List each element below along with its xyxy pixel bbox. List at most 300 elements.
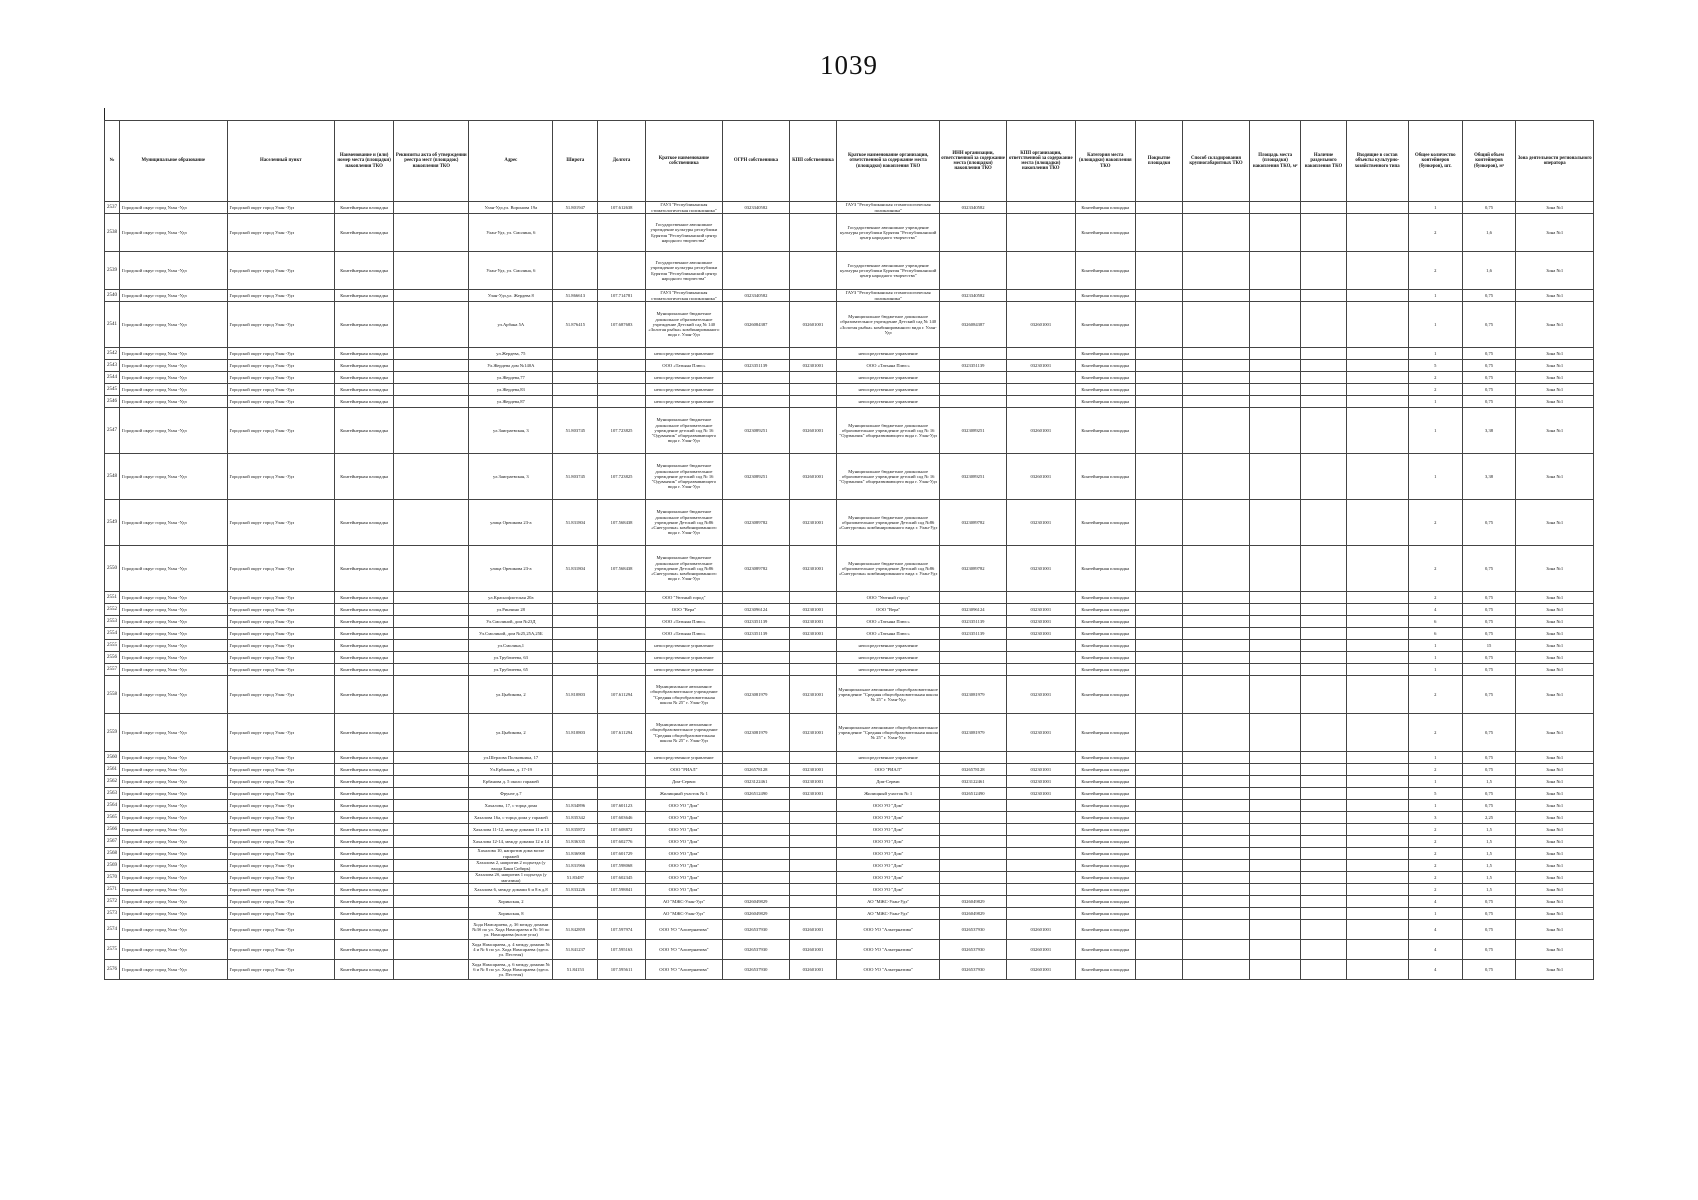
- table-cell: Зона №1: [1516, 812, 1594, 824]
- table-cell: [1346, 776, 1408, 788]
- table-cell: [940, 872, 1007, 884]
- column-header: Наличие раздельного накопления ТКО: [1301, 121, 1346, 202]
- table-cell: Муниципальное бюджетное дошкольное образовательное учреждение детский сад № 16 "Одуванчик" общеразвивающего вида г. Улан-Удэ: [837, 408, 940, 454]
- table-cell: ГАУЗ "Республиканская стоматологическая поликлиника": [645, 202, 722, 214]
- table-cell: [1301, 836, 1346, 848]
- table-cell: ООО УО "Альтернатива": [837, 920, 940, 940]
- table-cell: [789, 640, 836, 652]
- table-cell: Контейнерная площадка: [335, 302, 394, 348]
- table-cell: 0,75: [1462, 764, 1516, 776]
- table-cell: непосредственное управление: [645, 396, 722, 408]
- table-cell: [940, 372, 1007, 384]
- table-cell: Городской округ город Улан -Удэ: [120, 348, 228, 360]
- table-row: [105, 676, 1594, 714]
- table-row: [105, 500, 1594, 546]
- table-cell: [1301, 940, 1346, 960]
- table-cell: Городской округ город Улан -Удэ: [227, 290, 335, 302]
- table-cell: [1346, 872, 1408, 884]
- table-cell: 107.723825: [598, 454, 645, 500]
- table-cell: [1249, 714, 1301, 752]
- table-cell: 032601001: [1006, 302, 1075, 348]
- table-cell: Контейнерная площадка: [335, 500, 394, 546]
- table-cell: [1346, 752, 1408, 764]
- table-cell: Контейнерная площадка: [1075, 628, 1135, 640]
- table-cell: Контейнерная площадка: [335, 920, 394, 940]
- table-cell: Городской округ город Улан -Удэ: [227, 940, 335, 960]
- table-cell: Городской округ город Улан -Удэ: [227, 812, 335, 824]
- table-cell: [1346, 604, 1408, 616]
- table-cell: ООО «Татьяна Плюс»: [837, 628, 940, 640]
- table-row: [105, 812, 1594, 824]
- table-cell: Контейнерная площадка: [1075, 960, 1135, 980]
- table-cell: 0,75: [1462, 360, 1516, 372]
- table-cell: ул.Смолина,1: [469, 640, 553, 652]
- table-cell: [1249, 920, 1301, 940]
- table-cell: непосредственное управление: [645, 372, 722, 384]
- table-row: [105, 592, 1594, 604]
- table-row: [105, 776, 1594, 788]
- table-cell: Контейнерная площадка: [335, 454, 394, 500]
- table-cell: Муниципальное бюджетное дошкольное образовательное учреждение Детский сад №86 «Снегурочка» комбинированного вида г. Улан-Удэ: [837, 500, 940, 546]
- table-cell: [1183, 676, 1250, 714]
- table-cell: [394, 896, 469, 908]
- table-cell: [1135, 884, 1182, 896]
- table-cell: [1249, 348, 1301, 360]
- table-cell: 1: [1408, 408, 1462, 454]
- table-cell: [1346, 372, 1408, 384]
- table-cell: [1183, 664, 1250, 676]
- table-cell: Контейнерная площадка: [1075, 920, 1135, 940]
- table-cell: 51.835342: [553, 812, 598, 824]
- table-cell: 1,6: [1462, 252, 1516, 290]
- table-cell: ул.Арбана 5А: [469, 302, 553, 348]
- table-cell: [1249, 860, 1301, 872]
- table-body: [105, 202, 1594, 980]
- table-cell: ООО «Татьяна Плюс»: [645, 628, 722, 640]
- table-cell: [1006, 290, 1075, 302]
- table-cell: [1135, 860, 1182, 872]
- table-cell: [1301, 812, 1346, 824]
- table-cell: 0323089251: [940, 454, 1007, 500]
- table-cell: [1249, 592, 1301, 604]
- table-cell: [1346, 764, 1408, 776]
- table-cell: 0,75: [1462, 290, 1516, 302]
- table-cell: Контейнерная площадка: [1075, 652, 1135, 664]
- table-cell: 3,38: [1462, 408, 1516, 454]
- table-cell: Государственное автономное учреждение культуры республики Бурятия "Республиканский центр народного творчества": [837, 252, 940, 290]
- table-cell: Хода Намсараева, д. 6 между домами № 6 и № 8 по ул. Хода Намсараева (здесь ул. Пестеля): [469, 960, 553, 980]
- table-cell: [394, 252, 469, 290]
- table-cell: Контейнерная площадка: [335, 824, 394, 836]
- table-cell: Контейнерная площадка: [1075, 360, 1135, 372]
- table-cell: Зона №1: [1516, 652, 1594, 664]
- table-cell: [940, 848, 1007, 860]
- table-cell: [1301, 454, 1346, 500]
- table-cell: [553, 372, 598, 384]
- table-cell: [1006, 384, 1075, 396]
- table-cell: Городской округ город Улан -Удэ: [227, 628, 335, 640]
- table-cell: [1183, 652, 1250, 664]
- table-cell: Контейнерная площадка: [335, 616, 394, 628]
- table-cell: 0,75: [1462, 396, 1516, 408]
- table-cell: 0323340582: [940, 290, 1007, 302]
- table-cell: [1301, 384, 1346, 396]
- column-header: Адрес: [469, 121, 553, 202]
- table-cell: [1135, 752, 1182, 764]
- table-cell: [1249, 896, 1301, 908]
- table-cell: ООО УО "Дом": [645, 884, 722, 896]
- table-cell: 0323351139: [723, 616, 790, 628]
- table-cell: 1,5: [1462, 860, 1516, 872]
- table-cell: [598, 664, 645, 676]
- table-cell: 0326537930: [723, 940, 790, 960]
- table-cell: 0,75: [1462, 960, 1516, 980]
- table-cell: ул.Жердева, 75: [469, 348, 553, 360]
- table-cell: [1346, 408, 1408, 454]
- table-cell: Зона №1: [1516, 348, 1594, 360]
- table-cell: 032301001: [1006, 546, 1075, 592]
- table-cell: ул.Заиграевская, 3: [469, 454, 553, 500]
- table-cell: [789, 824, 836, 836]
- table-cell: 032301001: [1006, 676, 1075, 714]
- table-cell: [1135, 546, 1182, 592]
- table-cell: [553, 214, 598, 252]
- table-cell: [1249, 616, 1301, 628]
- table-cell: Улан-Удэ,ул. Воронова 19а: [469, 202, 553, 214]
- table-cell: Контейнерная площадка: [1075, 616, 1135, 628]
- table-cell: [553, 752, 598, 764]
- table-cell: [1346, 676, 1408, 714]
- table-cell: Городской округ город Улан -Удэ: [227, 800, 335, 812]
- table-cell: Городской округ город Улан -Удэ: [227, 836, 335, 848]
- table-cell: 0326049829: [940, 896, 1007, 908]
- table-cell: [940, 384, 1007, 396]
- table-cell: [394, 372, 469, 384]
- table-cell: Контейнерная площадка: [1075, 884, 1135, 896]
- table-cell: [1249, 628, 1301, 640]
- table-cell: [1301, 202, 1346, 214]
- table-cell: 1: [1408, 290, 1462, 302]
- table-cell: улица Орешкова 23-а: [469, 500, 553, 546]
- table-cell: Городской округ город Улан -Удэ: [227, 664, 335, 676]
- table-cell: [1249, 908, 1301, 920]
- table-cell: АО "МЖС-Улан-Удэ": [645, 896, 722, 908]
- table-cell: [940, 860, 1007, 872]
- table-cell: [598, 652, 645, 664]
- table-cell: 0,75: [1462, 628, 1516, 640]
- table-cell: [1135, 290, 1182, 302]
- table-cell: Муниципальное автономное общеобразовательное учреждение "Средняя общеобразовательная школа № 25" г. Улан-Удэ: [837, 676, 940, 714]
- table-cell: [1135, 604, 1182, 616]
- table-cell: непосредственное управление: [837, 384, 940, 396]
- table-cell: [1135, 776, 1182, 788]
- table-cell: [1135, 664, 1182, 676]
- table-cell: 107.687683: [598, 302, 645, 348]
- table-cell: ООО "Вера": [645, 604, 722, 616]
- table-cell: 107.598068: [598, 860, 645, 872]
- table-cell: 107.608872: [598, 824, 645, 836]
- table-cell: Контейнерная площадка: [335, 848, 394, 860]
- table-cell: Контейнерная площадка: [335, 408, 394, 454]
- table-cell: 107.568438: [598, 500, 645, 546]
- table-cell: 2549: [105, 500, 120, 546]
- table-cell: Контейнерная площадка: [335, 214, 394, 252]
- table-cell: Городской округ город Улан -Удэ: [227, 202, 335, 214]
- table-cell: Фрунзе д.7: [469, 788, 553, 800]
- table-cell: [1346, 592, 1408, 604]
- table-cell: 032601001: [1006, 408, 1075, 454]
- table-cell: 0323351139: [940, 360, 1007, 372]
- table-cell: [1301, 348, 1346, 360]
- table-cell: Городской округ город Улан -Удэ: [120, 848, 228, 860]
- table-cell: 0326049829: [723, 896, 790, 908]
- table-row: [105, 800, 1594, 812]
- table-cell: [394, 812, 469, 824]
- table-cell: Контейнерная площадка: [335, 776, 394, 788]
- table-cell: 032301001: [789, 788, 836, 800]
- table-cell: [553, 604, 598, 616]
- table-cell: Контейнерная площадка: [335, 546, 394, 592]
- table-cell: [598, 628, 645, 640]
- table-cell: 032301001: [789, 360, 836, 372]
- table-cell: Контейнерная площадка: [335, 396, 394, 408]
- table-cell: [1346, 348, 1408, 360]
- table-cell: ООО УО "Альтернатива": [837, 940, 940, 960]
- table-cell: [394, 920, 469, 940]
- table-cell: 0323096124: [723, 604, 790, 616]
- table-cell: Ербанова д. 5 около гаражей: [469, 776, 553, 788]
- table-cell: [789, 202, 836, 214]
- table-cell: Городской округ город Улан -Удэ: [120, 616, 228, 628]
- table-cell: 107.568438: [598, 546, 645, 592]
- table-cell: Зона №1: [1516, 872, 1594, 884]
- table-cell: [1346, 812, 1408, 824]
- table-cell: [1183, 290, 1250, 302]
- table-cell: Городской округ город Улан -Удэ: [120, 960, 228, 980]
- table-cell: 032301001: [1006, 714, 1075, 752]
- table-cell: 2550: [105, 546, 120, 592]
- table-cell: 107.603646: [598, 812, 645, 824]
- table-cell: 0323340582: [723, 202, 790, 214]
- table-cell: [1135, 812, 1182, 824]
- table-cell: ООО УО "Дом": [645, 872, 722, 884]
- table-cell: 2545: [105, 384, 120, 396]
- table-cell: 0323096124: [940, 604, 1007, 616]
- table-cell: [394, 454, 469, 500]
- table-cell: 0323089251: [723, 454, 790, 500]
- table-cell: 2555: [105, 640, 120, 652]
- table-cell: 1,5: [1462, 776, 1516, 788]
- table-cell: 2: [1408, 384, 1462, 396]
- table-cell: [1135, 372, 1182, 384]
- table-cell: [1183, 788, 1250, 800]
- table-cell: 0326049829: [940, 908, 1007, 920]
- table-cell: [1135, 676, 1182, 714]
- table-cell: [1301, 896, 1346, 908]
- table-cell: Городской округ город Улан -Удэ: [120, 214, 228, 252]
- table-cell: ООО УО "Альтернатива": [645, 960, 722, 980]
- table-cell: ООО «Татьяна Плюс»: [837, 360, 940, 372]
- table-cell: Хода Намсараева, д. 3б между домами №3б по ул. Хода Намсараева и № 5б по ул. Намсараева (возле угла): [469, 920, 553, 940]
- table-cell: 032301001: [1006, 616, 1075, 628]
- table-cell: [723, 348, 790, 360]
- table-cell: 1: [1408, 752, 1462, 764]
- table-cell: [1301, 640, 1346, 652]
- table-cell: 51.84153: [553, 960, 598, 980]
- column-header: Долгота: [598, 121, 645, 202]
- table-cell: [394, 884, 469, 896]
- table-cell: [1249, 764, 1301, 776]
- table-cell: [1249, 372, 1301, 384]
- table-cell: Контейнерная площадка: [1075, 202, 1135, 214]
- table-cell: Контейнерная площадка: [335, 764, 394, 776]
- table-cell: [723, 652, 790, 664]
- table-cell: [1006, 252, 1075, 290]
- table-cell: [1006, 800, 1075, 812]
- table-cell: Зона №1: [1516, 604, 1594, 616]
- table-cell: 107.597974: [598, 920, 645, 940]
- table-cell: [1183, 752, 1250, 764]
- table-cell: Городской округ город Улан -Удэ: [120, 396, 228, 408]
- table-cell: [598, 752, 645, 764]
- table-cell: ГАУЗ "Республиканская стоматологическая поликлиника": [645, 290, 722, 302]
- table-cell: 5: [1408, 360, 1462, 372]
- table-cell: непосредственное управление: [645, 384, 722, 396]
- table-cell: ООО УО "Альтернатива": [645, 920, 722, 940]
- table-cell: [394, 302, 469, 348]
- table-cell: Зона №1: [1516, 302, 1594, 348]
- table-cell: [598, 360, 645, 372]
- table-cell: 0326537930: [723, 920, 790, 940]
- table-cell: Зона №1: [1516, 908, 1594, 920]
- table-cell: [789, 290, 836, 302]
- table-cell: Зона №1: [1516, 628, 1594, 640]
- table-cell: 2: [1408, 824, 1462, 836]
- table-cell: Городской округ город Улан -Удэ: [120, 776, 228, 788]
- table-cell: [1301, 546, 1346, 592]
- table-cell: 0,75: [1462, 500, 1516, 546]
- table-cell: [1135, 408, 1182, 454]
- table-cell: Городской округ город Улан -Удэ: [120, 592, 228, 604]
- table-cell: Зона №1: [1516, 884, 1594, 896]
- table-cell: [1249, 664, 1301, 676]
- table-cell: Ул.Жердева дом №140А: [469, 360, 553, 372]
- table-cell: [1006, 896, 1075, 908]
- table-cell: [789, 664, 836, 676]
- table-cell: Контейнерная площадка: [1075, 372, 1135, 384]
- table-cell: 4: [1408, 960, 1462, 980]
- table-cell: [394, 214, 469, 252]
- table-cell: Контейнерная площадка: [1075, 872, 1135, 884]
- table-cell: Контейнерная площадка: [1075, 848, 1135, 860]
- table-cell: 1: [1408, 202, 1462, 214]
- table-cell: Государственное автономное учреждение культуры республики Бурятия "Республиканский центр народного творчества": [837, 214, 940, 252]
- table-cell: 032601001: [1006, 454, 1075, 500]
- table-cell: 2542: [105, 348, 120, 360]
- table-cell: 0323089782: [940, 500, 1007, 546]
- table-cell: Городской округ город Улан -Удэ: [227, 860, 335, 872]
- table-cell: Улан-Удэ, ул. Смолина, 6: [469, 214, 553, 252]
- table-cell: [1249, 202, 1301, 214]
- table-cell: [1301, 884, 1346, 896]
- table-cell: 0,75: [1462, 616, 1516, 628]
- table-cell: 2548: [105, 454, 120, 500]
- table-cell: Зона №1: [1516, 384, 1594, 396]
- table-cell: Городской округ город Улан -Удэ: [227, 788, 335, 800]
- table-cell: Городской округ город Улан -Удэ: [120, 788, 228, 800]
- table-cell: [1249, 872, 1301, 884]
- table-cell: 2569: [105, 860, 120, 872]
- table-cell: 2562: [105, 776, 120, 788]
- table-cell: [1301, 408, 1346, 454]
- table-cell: Контейнерная площадка: [1075, 396, 1135, 408]
- table-cell: Городской округ город Улан -Удэ: [227, 640, 335, 652]
- table-cell: [723, 396, 790, 408]
- table-cell: [940, 836, 1007, 848]
- table-cell: [1301, 592, 1346, 604]
- table-cell: [598, 604, 645, 616]
- table-cell: Городской округ город Улан -Удэ: [227, 908, 335, 920]
- table-cell: Дом-Сервис: [837, 776, 940, 788]
- table-cell: Зона №1: [1516, 940, 1594, 960]
- table-cell: [1301, 302, 1346, 348]
- table-cell: Контейнерная площадка: [335, 652, 394, 664]
- table-cell: 51.810803: [553, 714, 598, 752]
- table-cell: 2539: [105, 252, 120, 290]
- table-cell: ул.Шерлова Полковника, 17: [469, 752, 553, 764]
- table-cell: [723, 252, 790, 290]
- table-cell: [1006, 752, 1075, 764]
- table-cell: [1346, 908, 1408, 920]
- table-cell: ООО УО "Дом": [645, 836, 722, 848]
- table-cell: [553, 764, 598, 776]
- table-cell: [1346, 848, 1408, 860]
- table-cell: ООО УО "Дом": [837, 800, 940, 812]
- table-cell: 0,75: [1462, 752, 1516, 764]
- table-cell: [789, 652, 836, 664]
- table-cell: Контейнерная площадка: [335, 908, 394, 920]
- table-row: [105, 454, 1594, 500]
- table-cell: Контейнерная площадка: [335, 860, 394, 872]
- table-cell: Контейнерная площадка: [1075, 800, 1135, 812]
- table-cell: 51.836908: [553, 848, 598, 860]
- table-row: [105, 396, 1594, 408]
- table-cell: 0323351139: [723, 360, 790, 372]
- table-cell: 032601001: [789, 920, 836, 940]
- table-cell: [1006, 848, 1075, 860]
- table-cell: Улан-Удэ, ул. Смолина, 6: [469, 252, 553, 290]
- table-cell: ООО УО "Альтернатива": [645, 940, 722, 960]
- table-cell: [723, 640, 790, 652]
- table-cell: непосредственное управление: [837, 348, 940, 360]
- table-cell: Городской округ город Улан -Удэ: [120, 920, 228, 940]
- table-cell: 0326578128: [940, 764, 1007, 776]
- table-cell: 1: [1408, 302, 1462, 348]
- table-cell: Городской округ город Улан -Удэ: [227, 676, 335, 714]
- table-cell: ООО "Уютный город": [645, 592, 722, 604]
- table-cell: [394, 290, 469, 302]
- table-cell: Хахалова 11-12, между домами 11 и 13: [469, 824, 553, 836]
- table-cell: 107.598841: [598, 884, 645, 896]
- table-cell: [598, 384, 645, 396]
- table-cell: непосредственное управление: [837, 640, 940, 652]
- table-cell: [1135, 214, 1182, 252]
- table-row: [105, 714, 1594, 752]
- table-cell: ООО УО "Дом": [837, 860, 940, 872]
- table-cell: ГАУЗ "Республиканская стоматологическая поликлиника": [837, 290, 940, 302]
- table-cell: 6: [1408, 616, 1462, 628]
- table-row: [105, 764, 1594, 776]
